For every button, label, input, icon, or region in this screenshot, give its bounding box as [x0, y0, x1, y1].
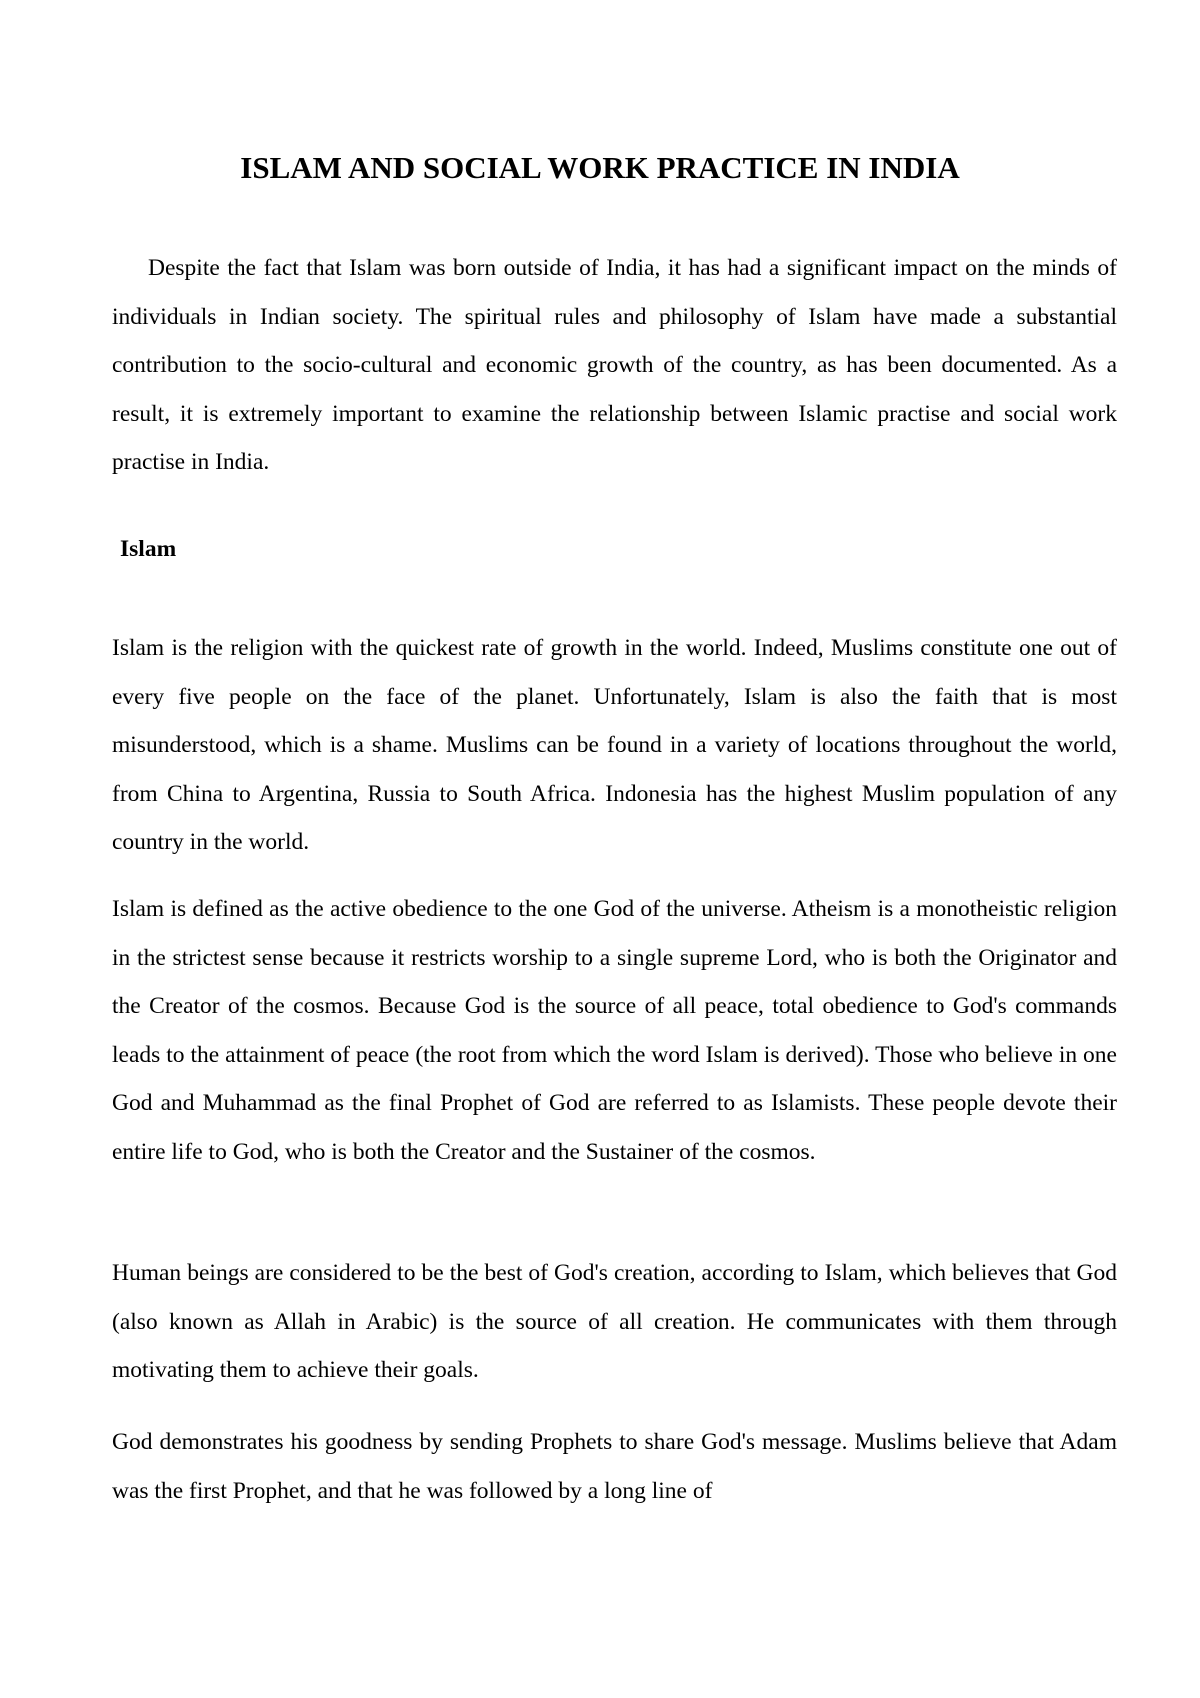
paragraph: God demonstrates his goodness by sending Prophets to share God's message. Muslims believe that Adam was the first Prophet, and that he was followed by a long line of [112, 1429, 1117, 1504]
paragraph: Islam is the religion with the quickest rate of growth in the world. Indeed, Muslims constitute one out of every five people on the face of the planet. Unfortunately, Islam is also the faith that is most misunderstood, which is a shame. Muslims can be found in a variety of locations throughout the world, from China to Argentina, Russia to South Africa. Indonesia has the highest Muslim population of any country in the world. [112, 635, 1117, 855]
document-title: ISLAM AND SOCIAL WORK PRACTICE IN INDIA [240, 150, 960, 185]
section-heading: Islam [120, 536, 177, 562]
intro-paragraph: Despite the fact that Islam was born outside of India, it has had a significant impact on the minds of individuals in Indian society. The spiritual rules and philosophy of Islam have made a substantial contribution to the socio-cultural and economic growth of the country, as has been documented. As a result, it is extremely important to examine the relationship between Islamic practise and social work practise in India. [112, 255, 1117, 475]
paragraph: Islam is defined as the active obedience to the one God of the universe. Atheism is a monotheistic religion in the strictest sense because it restricts worship to a single supreme Lord, who is both the Originator and the Creator of the cosmos. Because God is the source of all peace, total obedience to God's commands leads to the attainment of peace (the root from which the word Islam is derived). Those who believe in one God and Muhammad as the final Prophet of God are referred to as Islamists. These people devote their entire life to God, who is both the Creator and the Sustainer of the cosmos. [112, 896, 1117, 1165]
paragraph: Human beings are considered to be the best of God's creation, according to Islam, which believes that God (also known as Allah in Arabic) is the source of all creation. He communicates with them through motivating them to achieve their goals. [112, 1260, 1117, 1383]
